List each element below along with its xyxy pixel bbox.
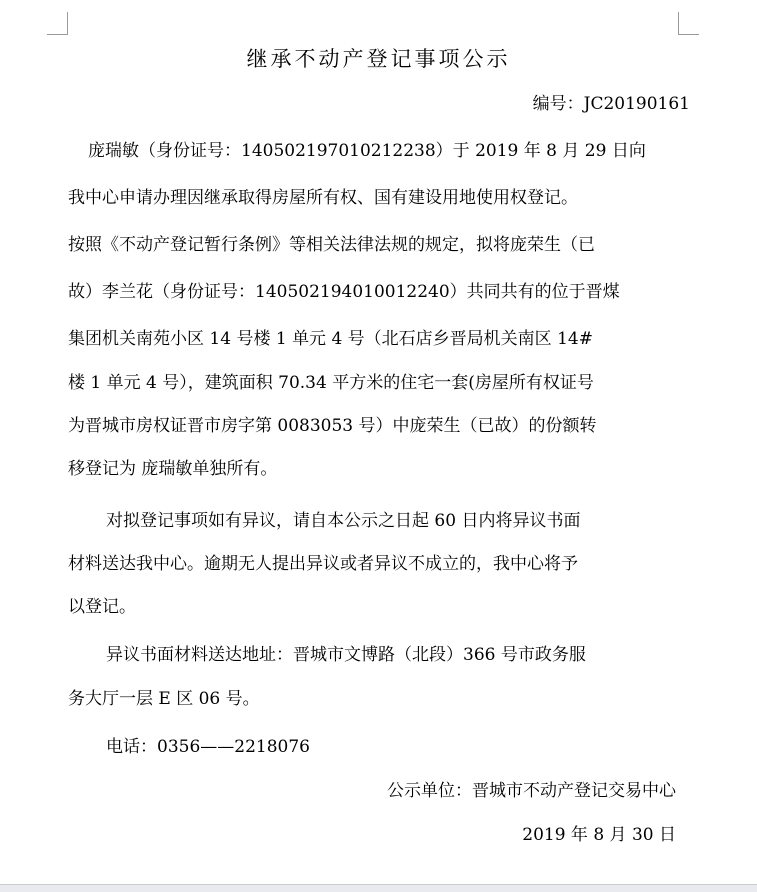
paragraph2-line: 以登记。 (68, 597, 136, 617)
paragraph1-line: 我中心申请办理因继承取得房屋所有权、国有建设用地使用权登记。 (68, 188, 578, 208)
paragraph1-line: 移登记为 庞瑞敏单独所有。 (68, 459, 278, 479)
paragraph1-line: 按照《不动产登记暂行条例》等相关法律法规的规定，拟将庞荣生（已 (68, 235, 595, 255)
notice-title: 继承不动产登记事项公示 (246, 47, 511, 71)
crop-mark-top-right (678, 12, 699, 35)
publisher-line: 公示单位：晋城市不动产登记交易中心 (387, 781, 676, 801)
paragraph2-line: 材料送达我中心。逾期无人提出异议或者异议不成立的，我中心将予 (68, 554, 578, 574)
date-line: 2019 年 8 月 30 日 (522, 825, 676, 845)
paragraph1-line: 为晋城市房权证晋市房字第 0083053 号）中庞荣生（已故）的份额转 (68, 416, 597, 436)
address-line: 务大厅一层 E 区 06 号。 (68, 689, 260, 709)
document-number: 编号：JC20190161 (532, 94, 690, 114)
paragraph1-line: 故）李兰花（身份证号：140502194010012240）共同共有的位于晋煤 (68, 282, 620, 302)
paragraph1-line: 集团机关南苑小区 14 号楼 1 单元 4 号（北石店乡晋局机关南区 14# (68, 329, 593, 349)
phone-line: 电话：0356——2218076 (106, 737, 310, 757)
crop-mark-top-left (47, 12, 68, 35)
paragraph2-line: 对拟登记事项如有异议，请自本公示之日起 60 日内将异议书面 (106, 511, 581, 531)
paragraph1-line: 楼 1 单元 4 号），建筑面积 70.34 平方米的住宅一套(房屋所有权证号 (68, 373, 594, 393)
paragraph1-line: 庞瑞敏（身份证号：140502197010212238）于 2019 年 8 月 29 日向 (88, 141, 646, 161)
address-line: 异议书面材料送达地址：晋城市文博路（北段）366 号市政务服 (106, 645, 586, 665)
